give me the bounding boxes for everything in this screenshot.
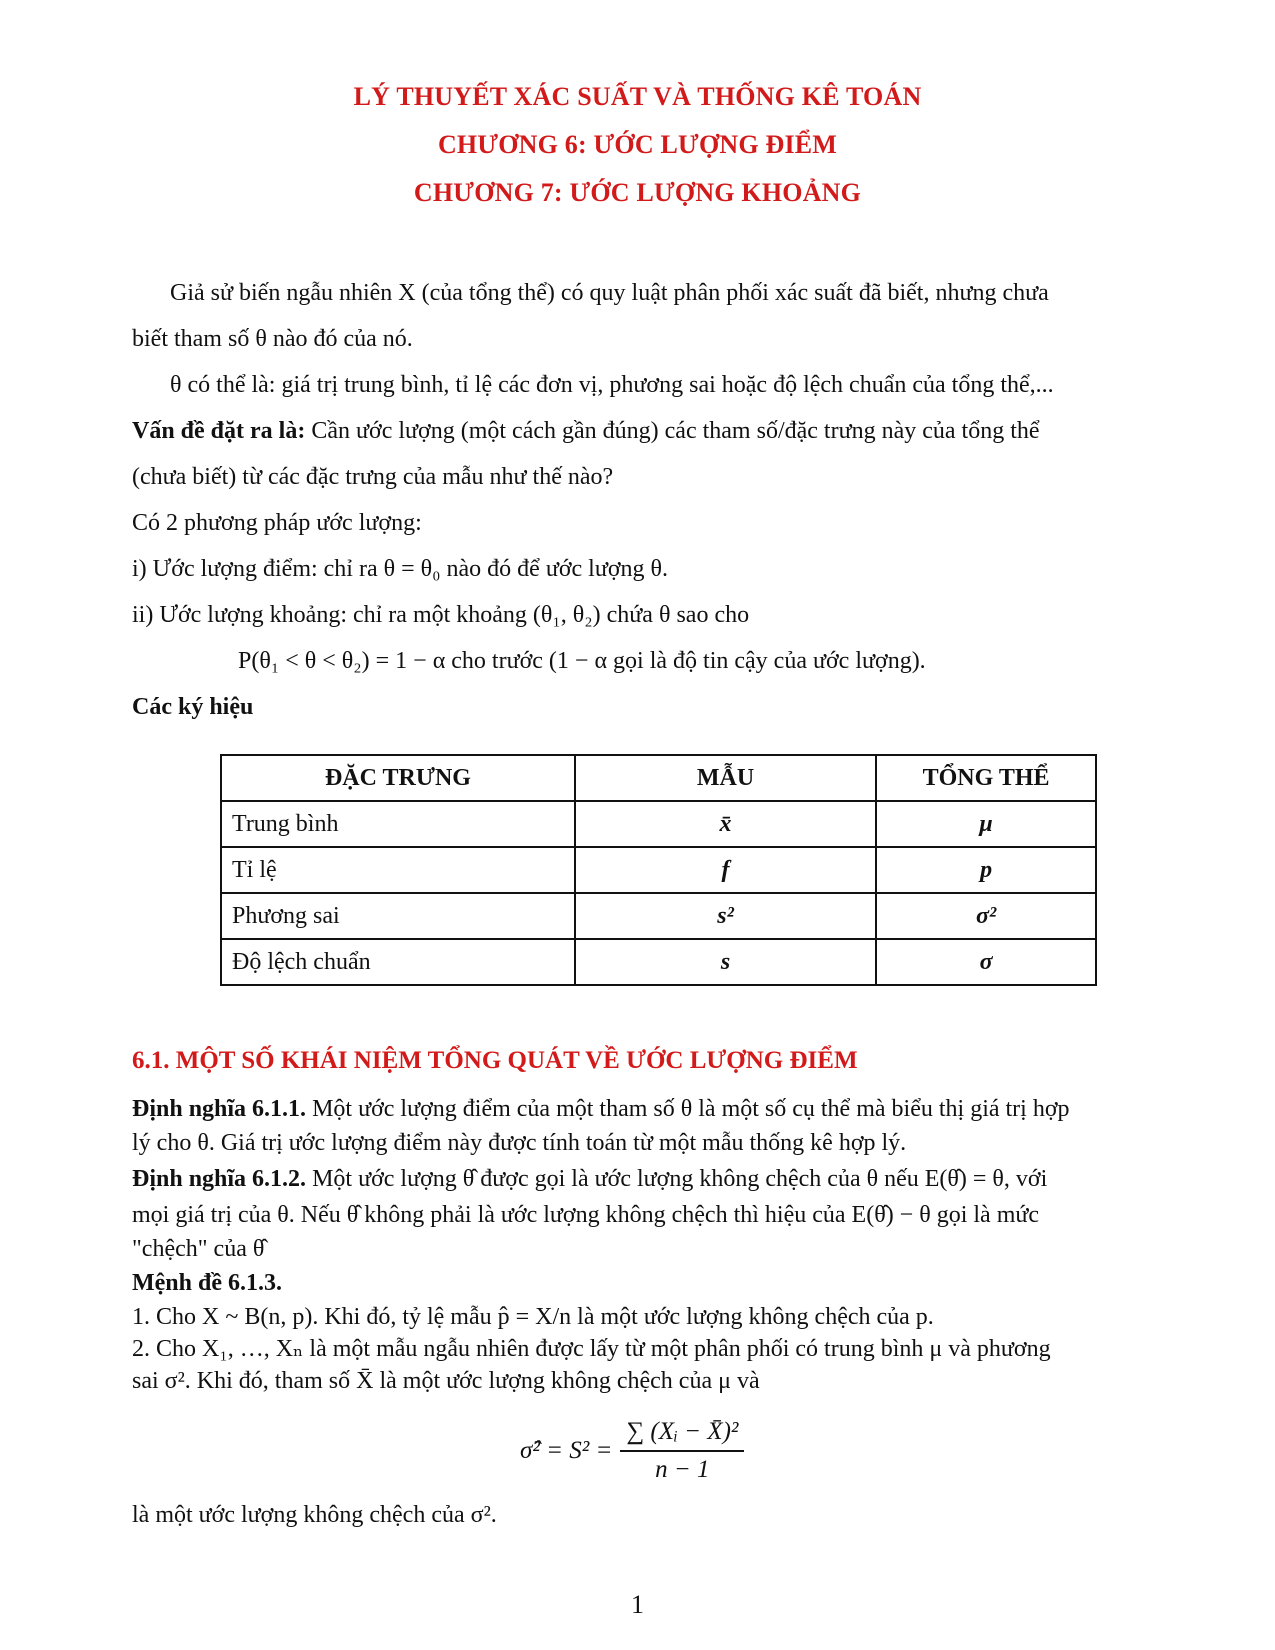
theta-description: θ có thể là: giá trị trung bình, tỉ lệ các đơn vị, phương sai hoặc độ lệch chuẩn của tổng thể,...	[170, 372, 1054, 398]
formula-fraction	[620, 1418, 744, 1484]
symbols-heading: Các ký hiệu	[132, 694, 254, 720]
definition-label: Định nghĩa 6.1.2.	[132, 1166, 307, 1192]
table-cell: p	[876, 847, 1096, 893]
definition-6-1-2-line-1	[132, 1164, 1182, 1194]
problem-statement-line-1	[132, 416, 1182, 446]
definition-6-1-2-line-3: "chệch" của θ̂	[132, 1236, 265, 1262]
method-interval-estimate: ii) Ước lượng khoảng: chỉ ra một khoảng (θ₁, θ₂) chứa θ sao cho	[132, 602, 750, 628]
table-row	[221, 939, 1096, 985]
table-cell: Phương sai	[221, 893, 575, 939]
chapter-7-title: CHƯƠNG 7: ƯỚC LƯỢNG KHOẢNG	[413, 178, 862, 207]
column-header: TỔNG THỂ	[876, 755, 1096, 801]
document-title: LÝ THUYẾT XÁC SUẤT VÀ THỐNG KÊ TOÁN	[353, 82, 922, 111]
proposition-item-2-line-2: sai σ². Khi đó, tham số X̄ là một ước lượng không chệch của μ và	[132, 1368, 760, 1394]
proposition-label: Mệnh đề 6.1.3.	[132, 1270, 282, 1296]
section-6-1-heading: 6.1. MỘT SỐ KHÁI NIỆM TỔNG QUÁT VỀ ƯỚC LƯỢNG ĐIỂM	[132, 1047, 858, 1074]
definition-6-1-1-line-2: lý cho θ. Giá trị ước lượng điểm này được tính toán từ một mẫu thống kê hợp lý.	[132, 1130, 907, 1156]
problem-label: Vấn đề đặt ra là:	[132, 418, 306, 444]
conclusion-line: là một ước lượng không chệch của σ².	[132, 1502, 497, 1528]
table-header-row	[221, 755, 1096, 801]
table-cell: μ	[876, 801, 1096, 847]
formula-lhs: σ̂² = S² =	[520, 1437, 613, 1464]
intro-paragraph-line-2: biết tham số θ nào đó của nó.	[132, 326, 413, 352]
intro-paragraph-line-1: Giả sử biến ngẫu nhiên X (của tổng thể) có quy luật phân phối xác suất đã biết, nhưng chưa	[170, 280, 1049, 306]
table-cell: x̄	[575, 801, 876, 847]
definition-text: Một ước lượng điểm của một tham số θ là một số cụ thể mà biểu thị giá trị hợp	[306, 1096, 1070, 1122]
methods-intro: Có 2 phương pháp ước lượng:	[132, 510, 422, 536]
problem-text: Cần ước lượng (một cách gần đúng) các tham số/đặc trưng này của tổng thể	[305, 418, 1040, 444]
method-point-estimate: i) Ước lượng điểm: chỉ ra θ = θ₀ nào đó để ước lượng θ.	[132, 556, 669, 582]
table-row	[221, 801, 1096, 847]
problem-statement-line-2: (chưa biết) từ các đặc trưng của mẫu như thế nào?	[132, 464, 614, 490]
page-number: 1	[631, 1590, 644, 1619]
proposition-item-1: 1. Cho X ~ B(n, p). Khi đó, tỷ lệ mẫu p̂ = X/n là một ước lượng không chệch của p.	[132, 1304, 934, 1330]
symbols-table	[220, 754, 1097, 986]
column-header: ĐẶC TRƯNG	[221, 755, 575, 801]
definition-6-1-2-line-2: mọi giá trị của θ. Nếu θ̂ không phải là ước lượng không chệch thì hiệu của E(θ̂) − θ gọi là mức	[132, 1202, 1040, 1228]
definition-text: Một ước lượng θ̂ được gọi là ước lượng không chệch của θ nếu E(θ̂) = θ, với	[306, 1166, 1048, 1192]
table-cell: σ	[876, 939, 1096, 985]
table-cell: s	[575, 939, 876, 985]
definition-6-1-1-line-1	[132, 1094, 1182, 1124]
table-row	[221, 847, 1096, 893]
table-cell: Tỉ lệ	[221, 847, 575, 893]
formula-numerator: ∑ (Xᵢ − X̄)²	[620, 1418, 744, 1452]
chapter-6-title: CHƯƠNG 6: ƯỚC LƯỢNG ĐIỂM	[437, 130, 838, 159]
interval-formula: P(θ₁ < θ < θ₂) = 1 − α cho trước (1 − α gọi là độ tin cậy của ước lượng).	[238, 648, 926, 674]
table-cell: Độ lệch chuẩn	[221, 939, 575, 985]
table-row	[221, 893, 1096, 939]
table-cell: Trung bình	[221, 801, 575, 847]
table-cell: f	[575, 847, 876, 893]
column-header: MẪU	[575, 755, 876, 801]
proposition-item-2-line-1: 2. Cho X₁, …, Xₙ là một mẫu ngẫu nhiên được lấy từ một phân phối có trung bình μ và phương	[132, 1336, 1051, 1362]
table-cell: σ²	[876, 893, 1096, 939]
table-cell: s²	[575, 893, 876, 939]
variance-formula	[520, 1418, 744, 1484]
formula-denominator: n − 1	[655, 1456, 710, 1483]
definition-label: Định nghĩa 6.1.1.	[132, 1096, 307, 1122]
